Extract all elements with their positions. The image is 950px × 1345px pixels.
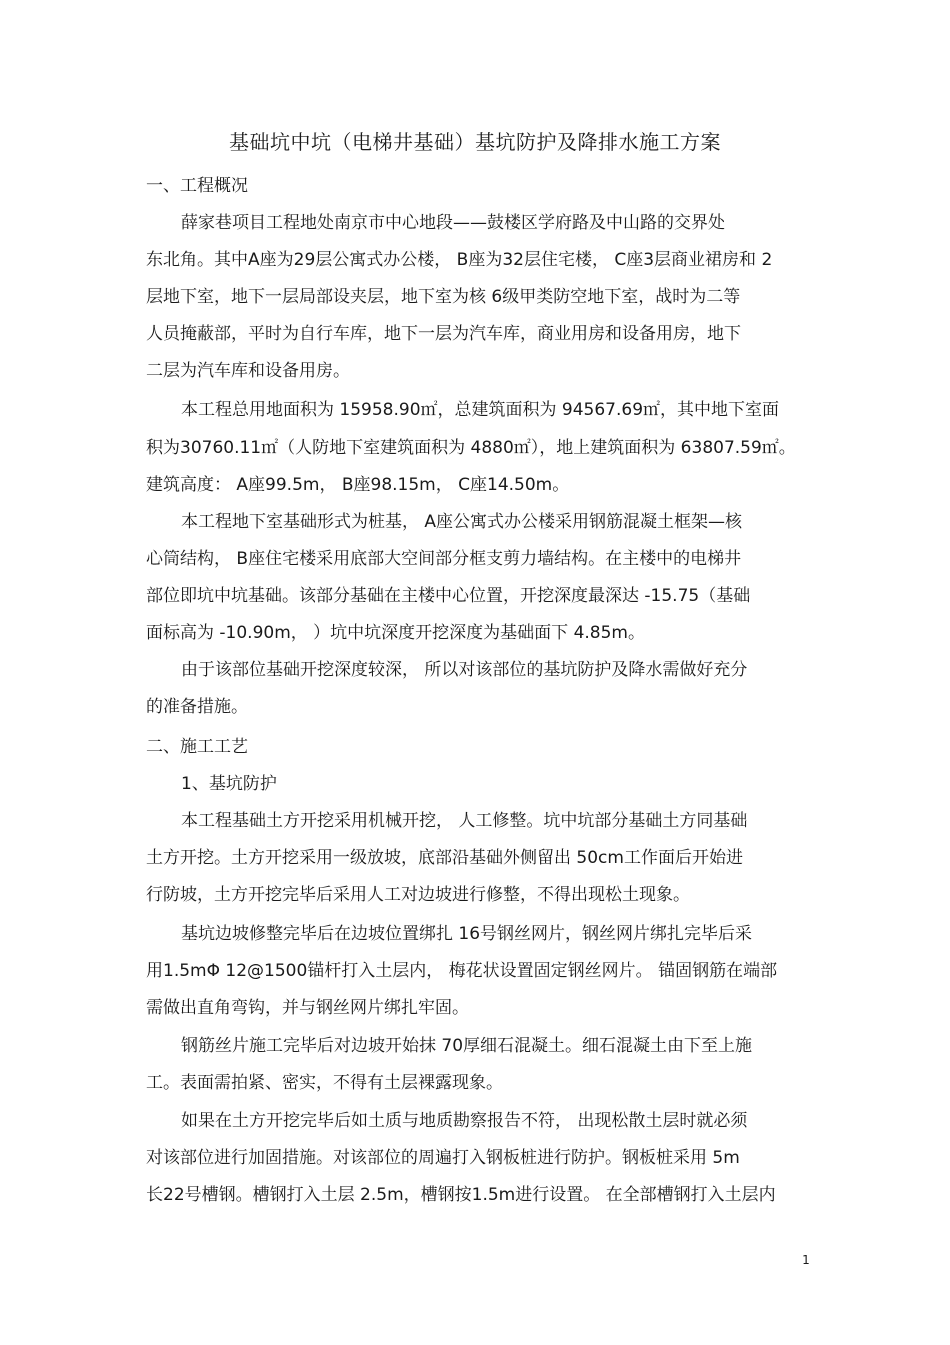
paragraph-line: 薛家巷项目工程地处南京市中心地段——鼓楼区学府路及中山路的交界处 [181,213,725,233]
paragraph-line: 土方开挖。土方开挖采用一级放坡，底部沿基础外侧留出 50cm工作面后开始进 [146,848,743,868]
paragraph-line: 需做出直角弯钩，并与钢丝网片绑扎牢固。 [146,998,469,1018]
paragraph-line: 本工程基础土方开挖采用机械开挖， 人工修整。坑中坑部分基础土方同基础 [181,811,748,831]
paragraph-line: 行防坡，土方开挖完毕后采用人工对边坡进行修整，不得出现松土现象。 [146,885,690,905]
paragraph-line: 层地下室，地下一层局部设夹层，地下室为核 6级甲类防空地下室，战时为二等 [146,287,741,307]
document-title: 基础坑中坑（电梯井基础）基坑防护及降排水施工方案 [229,130,721,154]
paragraph-line: 用1.5mΦ 12@1500锚杆打入土层内， 梅花状设置固定钢丝网片。 锚固钢筋在端部 [146,961,778,981]
paragraph-line: 钢筋丝片施工完毕后对边坡开始抹 70厚细石混凝土。细石混凝土由下至上施 [181,1036,753,1056]
paragraph-line: 人员掩蔽部，平时为自行车库，地下一层为汽车库，商业用房和设备用房，地下 [146,324,741,344]
paragraph-line: 建筑高度： A座99.5m， B座98.15m， C座14.50m。 [146,475,570,495]
subsection-heading-pit-protection: 1、基坑防护 [181,774,277,794]
paragraph-line: 如果在土方开挖完毕后如土质与地质勘察报告不符， 出现松散土层时就必须 [181,1111,748,1131]
paragraph-line: 本工程地下室基础形式为桩基， A座公寓式办公楼采用钢筋混凝土框架—核 [181,512,743,532]
section-heading-overview: 一、工程概况 [146,176,248,196]
paragraph-line: 由于该部位基础开挖深度较深， 所以对该部位的基坑防护及降水需做好充分 [181,660,748,680]
paragraph-line: 面标高为 -10.90m， ）坑中坑深度开挖深度为基础面下 4.85m。 [146,623,645,643]
page-number: 1 [802,1253,810,1267]
paragraph-line: 积为30760.11㎡（人防地下室建筑面积为 4880㎡），地上建筑面积为 63807.59㎡。 [146,438,796,458]
paragraph-line: 二层为汽车库和设备用房。 [146,361,350,381]
paragraph-line: 基坑边坡修整完毕后在边坡位置绑扎 16号钢丝网片，钢丝网片绑扎完毕后采 [181,924,753,944]
paragraph-line: 的准备措施。 [146,697,248,717]
paragraph-line: 东北角。其中A座为29层公寓式办公楼， B座为32层住宅楼， C座3层商业裙房和 2 [146,250,773,270]
paragraph-line: 本工程总用地面积为 15958.90㎡，总建筑面积为 94567.69㎡，其中地下室面 [181,400,780,420]
section-heading-process: 二、施工工艺 [146,737,248,757]
paragraph-line: 对该部位进行加固措施。对该部位的周遍打入钢板桩进行防护。钢板桩采用 5m [146,1148,740,1168]
paragraph-line: 心筒结构， B座住宅楼采用底部大空间部分框支剪力墙结构。在主楼中的电梯井 [146,549,742,569]
paragraph-line: 工。表面需拍紧、密实，不得有土层裸露现象。 [146,1073,503,1093]
paragraph-line: 长22号槽钢。槽钢打入土层 2.5m，槽钢按1.5m进行设置。 在全部槽钢打入土层内 [146,1185,776,1205]
paragraph-line: 部位即坑中坑基础。该部分基础在主楼中心位置，开挖深度最深达 -15.75（基础 [146,586,751,606]
